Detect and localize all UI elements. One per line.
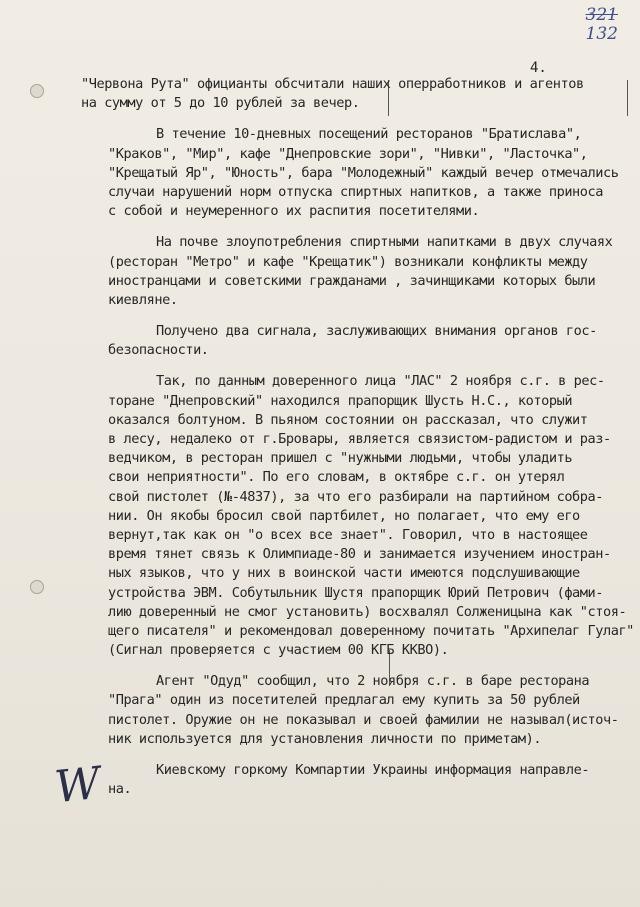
paragraph bbox=[108, 672, 638, 749]
paragraph bbox=[108, 761, 638, 799]
text-line: устройства ЭВМ. Собутыльник Шустя прапорщик Юрий Петрович (фами- bbox=[108, 584, 603, 601]
text-line: Так, по данным доверенного лица "ЛАС" 2 ноября с.г. в рес- bbox=[156, 373, 605, 390]
text-line: в лесу, недалеко от г.Бровары, является связистом-радистом и раз- bbox=[108, 431, 611, 447]
text-line: Киевскому горкому Компартии Украины информация направле- bbox=[156, 762, 590, 778]
paragraph-gap bbox=[108, 310, 638, 322]
text-line: В течение 10-дневных посещений ресторанов "Братислава", bbox=[156, 126, 582, 143]
text-line: нии. Он якобы бросил свой партбилет, но полагает, что ему его bbox=[108, 507, 580, 524]
text-line: на. bbox=[108, 781, 132, 798]
text-line: ных языков, что у них в воинской части имеются подслушивающие bbox=[108, 565, 580, 582]
punch-hole bbox=[30, 84, 44, 98]
text-line: свои неприятности". По его словам, в октябре с.г. он утерял bbox=[108, 469, 565, 486]
document-body bbox=[81, 75, 638, 799]
text-line: "Червона Рута" официанты обсчитали наших оперработников и агентов bbox=[81, 76, 584, 92]
text-line: На почве злоупотребления спиртными напитками в двух случаях bbox=[156, 234, 613, 251]
text-line: время тянет связь к Олимпиаде-80 и занимается изучением иностран- bbox=[108, 546, 611, 563]
text-line: Получено два сигнала, заслуживающих внимания органов гос- bbox=[156, 323, 597, 340]
text-line: "Прага" один из посетителей предлагал ему купить за 50 рублей bbox=[108, 692, 580, 709]
paragraph bbox=[81, 75, 638, 113]
archive-number-struck: 321 bbox=[585, 5, 618, 25]
text-line: киевляне. bbox=[108, 291, 178, 308]
paragraph bbox=[108, 125, 638, 221]
paragraph bbox=[108, 322, 638, 360]
paragraph-gap bbox=[108, 749, 638, 761]
text-line: (Сигнал проверяется с участием 00 КГБ ККВО). bbox=[108, 642, 449, 659]
text-line: с собой и неумеренного их распития посетителями. bbox=[108, 203, 480, 220]
text-line: ведчиком, в ресторан пришел с "нужными людьми, чтобы уладить bbox=[108, 450, 573, 467]
paragraph-gap bbox=[108, 113, 638, 125]
text-line: торане "Днепровский" находился прапорщик Шусть Н.С., который bbox=[108, 392, 573, 409]
paragraph bbox=[108, 233, 638, 310]
text-line: ник используется для установления личности по приметам). bbox=[108, 730, 542, 747]
text-line: пистолет. Оружие он не показывал и своей фамилии не называл(источ- bbox=[108, 711, 619, 728]
archive-number-current: 132 bbox=[585, 24, 618, 44]
text-line: "Краков", "Мир", кафе "Днепровские зори", "Нивки", "Ласточка", bbox=[108, 145, 588, 162]
paragraph-gap bbox=[108, 360, 638, 372]
paragraph-gap bbox=[108, 660, 638, 672]
paragraph-gap bbox=[108, 221, 638, 233]
archive-page-number bbox=[586, 6, 618, 44]
text-line: лию доверенный не смог установить) восхвалял Солженицына как "стоя- bbox=[108, 603, 627, 620]
text-line: щего писателя" и рекомендовал доверенному почитать "Архипелаг Гулаг" bbox=[108, 622, 634, 639]
punch-hole bbox=[30, 580, 44, 594]
text-line: иностранцами и советскими гражданами , зачинщиками которых были bbox=[108, 272, 596, 289]
text-line: случаи нарушений норм отпуска спиртных напитков, а также приноса bbox=[108, 183, 603, 200]
text-line: "Крещатый Яр", "Юность", бара "Молодежный" каждый вечер отмечались bbox=[108, 164, 619, 181]
paragraph bbox=[108, 372, 638, 660]
text-line: на сумму от 5 до 10 рублей за вечер. bbox=[81, 95, 360, 112]
text-line: безопасности. bbox=[108, 342, 209, 359]
text-line: свой пистолет (№-4837), за что его разбирали на партийном собра- bbox=[108, 488, 603, 505]
text-line: вернут,так как он "о всех все знает". Говорил, что в настоящее bbox=[108, 526, 588, 543]
page-number: 4. bbox=[530, 60, 547, 76]
text-line: Агент "Одуд" сообщил, что 2 ноября с.г. в баре ресторана bbox=[156, 673, 590, 690]
text-line: оказался болтуном. В пьяном состоянии он рассказал, что служит bbox=[108, 411, 588, 428]
handwritten-margin-mark: W bbox=[52, 757, 103, 814]
text-line: (ресторан "Метро" и кафе "Крещатик") возникали конфликты между bbox=[108, 253, 588, 270]
